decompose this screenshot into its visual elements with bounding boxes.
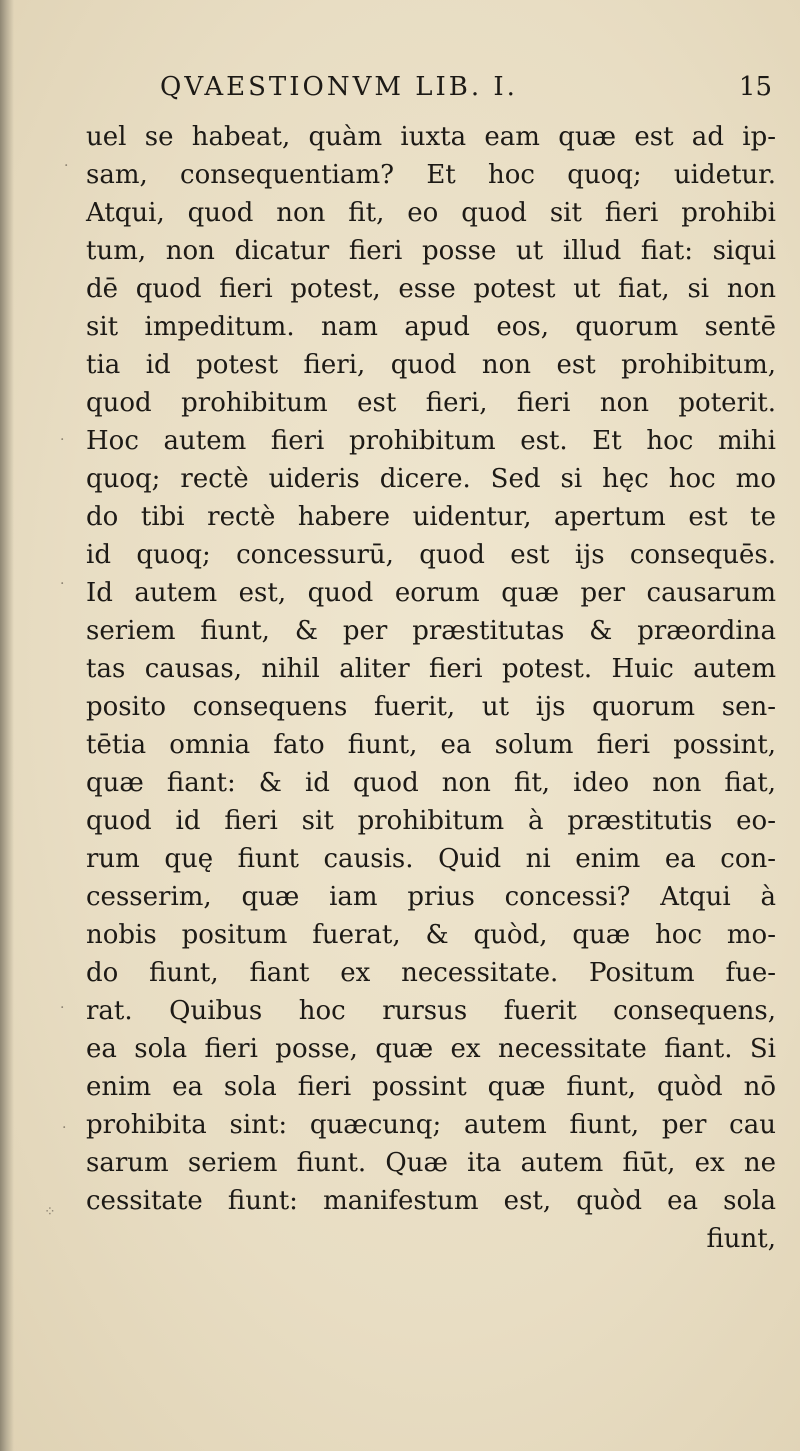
text-line: Hoc autem fieri prohibitum est. Et hoc mihi [86,426,776,456]
text-line: id quoq; concessurū, quod est ijs consequēs. [86,540,776,570]
text-line: enim ea sola fieri possint quæ fiunt, quòd nō [86,1072,776,1102]
text-line: tum, non dicatur fieri posse ut illud fiat: siqui [86,236,776,266]
text-line: sam, consequentiam? Et hoc quoq; uidetur. [86,160,776,190]
margin-mark: · [64,158,69,174]
text-line: nobis positum fuerat, & quòd, quæ hoc mo- [86,920,776,950]
text-line: quod id fieri sit prohibitum à præstitutis eo- [86,806,776,836]
margin-mark: ⁘ [44,1204,56,1220]
text-line: tia id potest fieri, quod non est prohibitum, [86,350,776,380]
text-line: quoq; rectè uideris dicere. Sed si hęc hoc mo [86,464,776,494]
text-line: do tibi rectè habere uidentur, apertum est te [86,502,776,532]
text-line: tas causas, nihil aliter fieri potest. Huic autem [86,654,776,684]
text-line: rum quę fiunt causis. Quid ni enim ea con- [86,844,776,874]
text-line: ea sola fieri posse, quæ ex necessitate fiant. Si [86,1034,776,1064]
text-line: do fiunt, fiant ex necessitate. Positum fue- [86,958,776,988]
text-line: Id autem est, quod eorum quæ per causarum [86,578,776,608]
text-line: quæ fiant: & id quod non fit, ideo non fiat, [86,768,776,798]
margin-mark: · [60,1000,65,1016]
body-text [86,118,776,1258]
text-line: quod prohibitum est fieri, fieri non poterit. [86,388,776,418]
text-line: seriem fiunt, & per præstitutas & præordina [86,616,776,646]
page-header [160,72,772,112]
text-line: cessitate fiunt: manifestum est, quòd ea sola [86,1186,776,1216]
margin-mark: · [62,1120,67,1136]
margin-mark: · [60,576,65,592]
text-line: sit impeditum. nam apud eos, quorum sentē [86,312,776,342]
text-line: rat. Quibus hoc rursus fuerit consequens, [86,996,776,1026]
catchword: fiunt, [706,1224,776,1254]
text-line: posito consequens fuerit, ut ijs quorum sen- [86,692,776,722]
text-line: tētia omnia fato fiunt, ea solum fieri possint, [86,730,776,760]
page-gutter-shadow [0,0,14,1451]
page-number: 15 [738,72,772,102]
text-line: uel se habeat, quàm iuxta eam quæ est ad ip- [86,122,776,152]
text-line: prohibita sint: quæcunq; autem fiunt, per cau [86,1110,776,1140]
text-line: Atqui, quod non fit, eo quod sit fieri prohibi [86,198,776,228]
text-line: cesserim, quæ iam prius concessi? Atqui à [86,882,776,912]
text-line: sarum seriem fiunt. Quæ ita autem fiūt, ex ne [86,1148,776,1178]
margin-mark: · [60,432,65,448]
text-line: dē quod fieri potest, esse potest ut fiat, si non [86,274,776,304]
running-head: QVAESTIONVM LIB. I. [160,72,518,102]
